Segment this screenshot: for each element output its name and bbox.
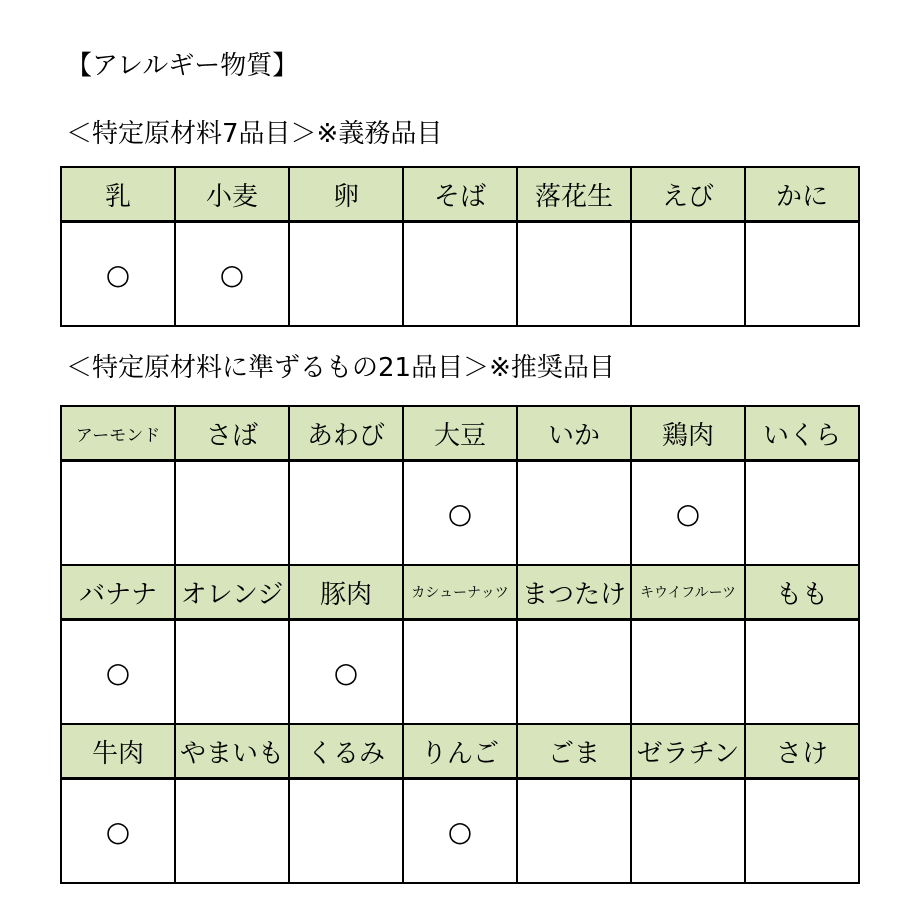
allergen-mark-cell — [745, 222, 859, 327]
allergen-name-cell: まつたけ — [517, 565, 631, 620]
allergen-name-cell: バナナ — [61, 565, 175, 620]
mandatory-allergen-table — [60, 166, 860, 327]
allergen-mark-cell: ○ — [61, 620, 175, 725]
allergen-name-cell: いか — [517, 406, 631, 461]
mandatory-section-heading: ＜特定原材料7品目＞※義務品目 — [66, 119, 443, 149]
recommended-section-heading: ＜特定原材料に準ずるもの21品目＞※推奨品目 — [66, 353, 615, 383]
allergen-mark-cell — [745, 620, 859, 725]
allergen-name-cell: 卵 — [289, 167, 403, 222]
allergen-mark-cell: ○ — [61, 222, 175, 327]
allergen-mark-cell — [517, 779, 631, 884]
allergen-name-cell: 大豆 — [403, 406, 517, 461]
allergen-mark-cell — [175, 620, 289, 725]
allergen-name-cell: キウイフルーツ — [631, 565, 745, 620]
allergen-name-cell: えび — [631, 167, 745, 222]
allergen-name-cell: オレンジ — [175, 565, 289, 620]
allergen-name-cell: りんご — [403, 724, 517, 779]
allergen-mark-cell — [517, 461, 631, 566]
allergen-name-cell: かに — [745, 167, 859, 222]
allergen-name-cell: ゼラチン — [631, 724, 745, 779]
allergen-mark-cell — [403, 620, 517, 725]
allergen-name-cell: やまいも — [175, 724, 289, 779]
allergen-mark-row — [61, 620, 859, 725]
allergen-mark-cell: ○ — [403, 461, 517, 566]
allergen-mark-cell — [175, 461, 289, 566]
allergen-mark-cell — [517, 620, 631, 725]
allergen-name-cell: さけ — [745, 724, 859, 779]
allergen-mark-cell: ○ — [403, 779, 517, 884]
allergen-mark-row — [61, 222, 859, 327]
allergen-name-cell: そば — [403, 167, 517, 222]
allergen-mark-cell — [631, 779, 745, 884]
allergen-name-cell: 落花生 — [517, 167, 631, 222]
allergen-mark-cell — [289, 461, 403, 566]
allergen-mark-cell — [517, 222, 631, 327]
allergen-name-cell: ごま — [517, 724, 631, 779]
allergen-name-row — [61, 724, 859, 779]
allergen-mark-cell — [403, 222, 517, 327]
allergen-name-cell: 鶏肉 — [631, 406, 745, 461]
allergen-name-cell: 豚肉 — [289, 565, 403, 620]
allergen-mark-cell — [631, 222, 745, 327]
allergen-mark-cell — [631, 620, 745, 725]
allergen-name-cell: さば — [175, 406, 289, 461]
allergen-mark-cell — [745, 461, 859, 566]
allergen-name-row — [61, 565, 859, 620]
allergen-mark-cell: ○ — [61, 779, 175, 884]
allergen-name-cell: アーモンド — [61, 406, 175, 461]
allergen-mark-cell — [61, 461, 175, 566]
allergen-name-row — [61, 406, 859, 461]
allergen-name-cell: 牛肉 — [61, 724, 175, 779]
allergen-mark-cell: ○ — [289, 620, 403, 725]
page-title: 【アレルギー物質】 — [66, 51, 299, 81]
allergen-mark-cell: ○ — [631, 461, 745, 566]
allergen-name-cell: くるみ — [289, 724, 403, 779]
allergen-mark-cell — [289, 779, 403, 884]
allergen-name-cell: あわび — [289, 406, 403, 461]
allergen-name-cell: もも — [745, 565, 859, 620]
allergen-name-row — [61, 167, 859, 222]
allergen-mark-cell — [175, 779, 289, 884]
allergen-name-cell: 小麦 — [175, 167, 289, 222]
allergen-mark-row — [61, 779, 859, 884]
allergen-mark-cell: ○ — [175, 222, 289, 327]
recommended-allergen-table — [60, 405, 860, 884]
allergen-mark-row — [61, 461, 859, 566]
allergen-mark-cell — [289, 222, 403, 327]
allergen-name-cell: カシューナッツ — [403, 565, 517, 620]
allergen-name-cell: いくら — [745, 406, 859, 461]
allergen-mark-cell — [745, 779, 859, 884]
allergen-name-cell: 乳 — [61, 167, 175, 222]
